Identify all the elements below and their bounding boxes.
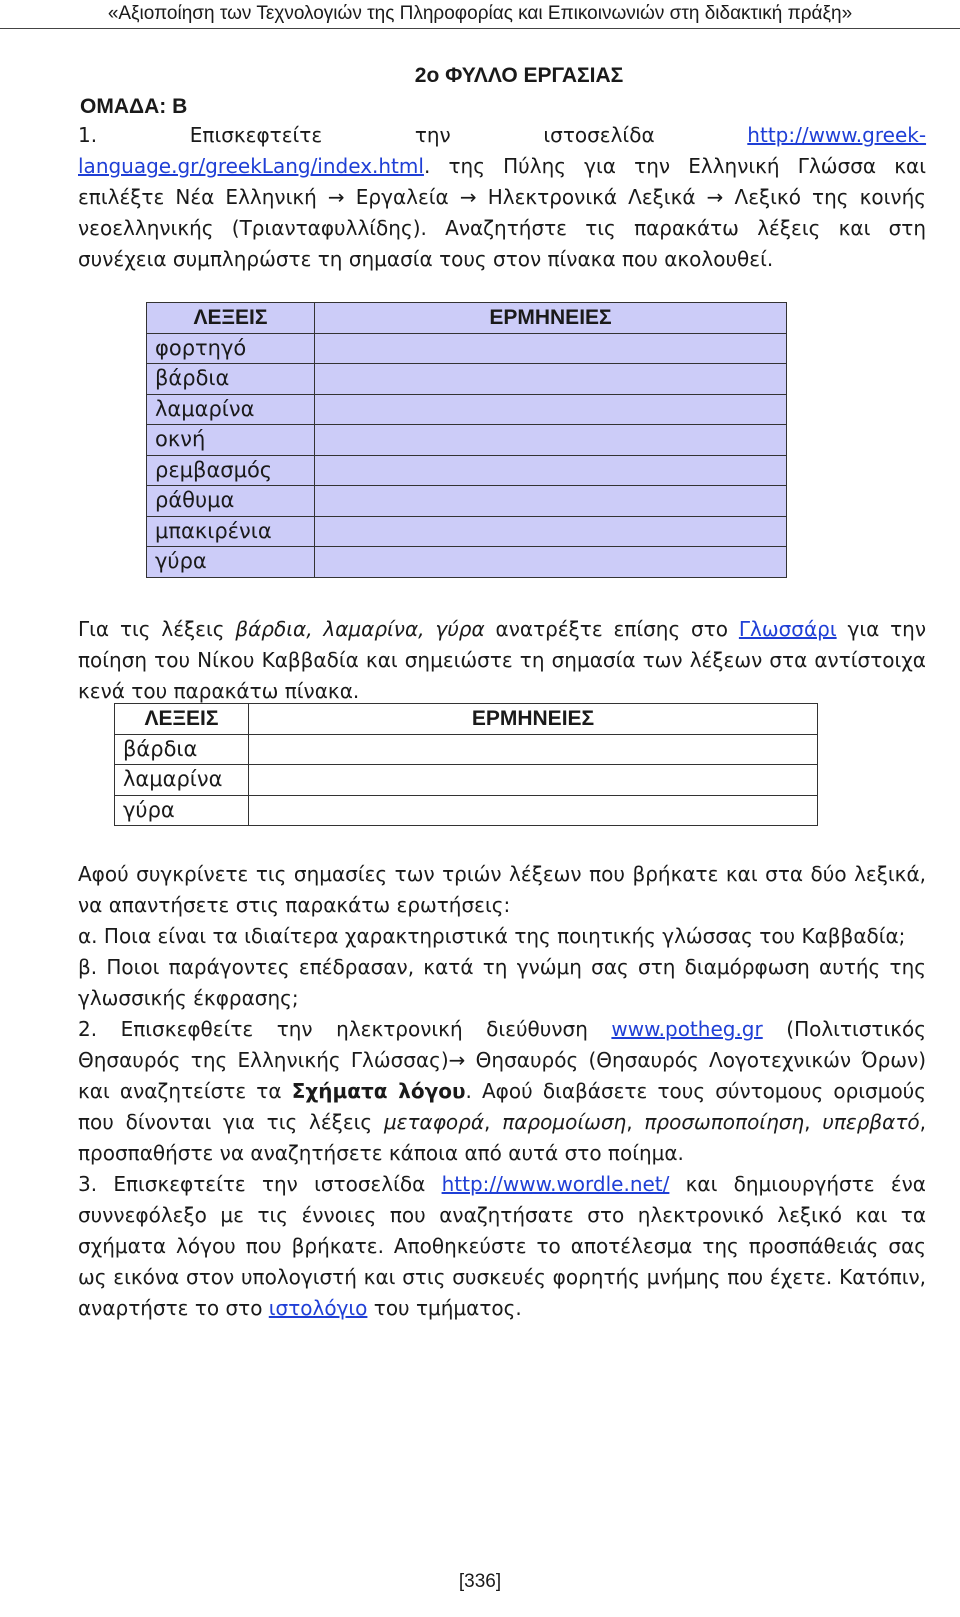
question-b: β. Ποιοι παράγοντες επέδρασαν, κατά τη γνώμη σας στη διαμόρφωση αυτής της γλωσσικής έκφρασης;: [78, 955, 926, 1010]
table-row: [115, 765, 818, 796]
glossary-text-1: Για τις λέξεις: [78, 617, 236, 641]
task3-text-1: 3. Επισκεφτείτε την ιστοσελίδα: [78, 1172, 442, 1196]
table1-meaning-cell[interactable]: [315, 364, 787, 395]
header-divider: [0, 28, 960, 29]
table-row: [147, 486, 787, 517]
glossary-link[interactable]: Γλωσσάρι: [738, 617, 837, 641]
group-label: ΟΜΑΔΑ: Β: [80, 95, 188, 118]
potheg-link[interactable]: www.potheg.gr: [611, 1017, 763, 1041]
term-metaphor: μεταφορά: [383, 1110, 485, 1134]
glossary-text-2: ανατρέξτε επίσης στο: [484, 617, 739, 641]
task2-text-3: . Αφού διαβάσετε τους σύντομους ορισμούς που δίνονται για τις λέξεις: [78, 1079, 926, 1134]
task2-text-2: (Πολιτιστικός Θησαυρός της Ελληνικής Γλώσσας)→ Θησαυρός (Θησαυρός Λογοτεχνικών Όρων) και αναζητείστε τα: [78, 1017, 926, 1103]
glossary-italic-words: βάρδια, λαμαρίνα, γύρα: [235, 617, 485, 641]
table-row: [147, 333, 787, 364]
greek-language-link-part2[interactable]: language.gr/greekLang/index.html: [78, 154, 424, 178]
words-table-1: [146, 302, 787, 578]
table2-meaning-cell[interactable]: [249, 734, 818, 765]
table2-header-words: ΛΕΞΕΙΣ: [115, 704, 249, 735]
table1-meaning-cell[interactable]: [315, 486, 787, 517]
table1-word: ράθυμα: [147, 486, 315, 517]
table-row: [147, 455, 787, 486]
blog-link[interactable]: ιστολόγιο: [268, 1296, 368, 1320]
term-hyperbaton: υπερβατό: [822, 1110, 920, 1134]
worksheet-title: 2ο ΦΥΛΛΟ ΕΡΓΑΣΙΑΣ: [414, 64, 624, 87]
table-row: [147, 394, 787, 425]
term-separator: ,: [626, 1110, 645, 1134]
table2-word: βάρδια: [115, 734, 249, 765]
worksheet-body: [80, 60, 956, 122]
table2-meaning-cell[interactable]: [249, 765, 818, 796]
compare-paragraph: Αφού συγκρίνετε τις σημασίες των τριών λέξεων που βρήκατε και στα δύο λεξικά, να απαντήσετε στις παρακάτω ερωτήσεις:: [78, 862, 926, 917]
task1-word-website: ιστοσελίδα: [543, 123, 655, 147]
glossary-paragraph: [78, 614, 926, 707]
table1-word: οκνή: [147, 425, 315, 456]
figures-of-speech-bold: Σχήματα λόγου: [291, 1079, 466, 1103]
table1-meaning-cell[interactable]: [315, 455, 787, 486]
words-table-2: [114, 703, 818, 826]
task1-rest: [78, 151, 926, 275]
term-separator: ,: [804, 1110, 823, 1134]
page-number: [336]: [458, 1571, 502, 1592]
greek-language-link-part1[interactable]: http://www.greek-: [747, 123, 927, 147]
table2-header-row: [115, 704, 818, 735]
table1-word: γύρα: [147, 547, 315, 578]
task3-text-3: του τμήματος.: [367, 1296, 522, 1320]
question-a: α. Ποια είναι τα ιδιαίτερα χαρακτηριστικά της ποιητικής γλώσσας του Καββαδία;: [78, 924, 906, 948]
table-row: [147, 425, 787, 456]
table1-word: φορτηγό: [147, 333, 315, 364]
questions-and-tasks: [78, 859, 926, 1324]
table1-header-words: ΛΕΞΕΙΣ: [147, 303, 315, 334]
table-row: [147, 364, 787, 395]
table1-meaning-cell[interactable]: [315, 333, 787, 364]
glossary-text-3: για την ποίηση του Νίκου Καββαδία και σημειώστε τη σημασία των λέξεων στα αντίστοιχα κενά του παρακάτω πίνακα.: [78, 617, 927, 703]
task2-text-4: , προσπαθήστε να αναζητήσετε κάποια από αυτά στο ποίημα.: [78, 1110, 926, 1165]
task3-text-2: και δημιουργήστε ένα συννεφόλεξο με τις έννοιες που αναζητήσατε στο ηλεκτρονικό λεξικό και τα σχήματα λόγου που βρήκατε. Αποθηκεύστε το αποτέλεσμα της προσπάθειάς σας ως εικόνα στον υπολογιστή και στις συσκευές φορητής μνήμης που έχετε. Κατόπιν, αναρτήστε το στο: [78, 1172, 926, 1320]
table1-word: μπακιρένια: [147, 516, 315, 547]
wordle-link[interactable]: http://www.wordle.net/: [441, 1172, 670, 1196]
task2-text-1: 2. Επισκεφθείτε την ηλεκτρονική διεύθυνση: [78, 1017, 612, 1041]
table2-word: λαμαρίνα: [115, 765, 249, 796]
table-row: [115, 734, 818, 765]
table-row: [115, 795, 818, 826]
task1-first-line: [78, 120, 926, 151]
task1-word-the: την: [414, 123, 451, 147]
table-row: [147, 547, 787, 578]
task2-paragraph: [78, 1014, 926, 1169]
term-simile: παρομοίωση: [502, 1110, 627, 1134]
running-header: «Αξιοποίηση των Τεχνολογιών της Πληροφορίας και Επικοινωνιών στη διδακτική πράξη»: [107, 3, 853, 24]
table2-word: γύρα: [115, 795, 249, 826]
table1-header-row: [147, 303, 787, 334]
table-row: [147, 516, 787, 547]
table1-word: ρεμβασμός: [147, 455, 315, 486]
task1-word-visit: Επισκεφτείτε: [189, 123, 323, 147]
table1-meaning-cell[interactable]: [315, 394, 787, 425]
table2-meaning-cell[interactable]: [249, 795, 818, 826]
table1-header-meanings: ΕΡΜΗΝΕΙΕΣ: [315, 303, 787, 334]
table1-word: λαμαρίνα: [147, 394, 315, 425]
task3-paragraph: [78, 1169, 926, 1324]
task1-paragraph: [78, 120, 926, 275]
task1-instructions: . της Πύλης για την Ελληνική Γλώσσα και επιλέξτε Νέα Ελληνική → Εργαλεία → Ηλεκτρονικά Λεξικά → Λεξικό της κοινής νεοελληνικής (Τριανταφυλλίδης). Αναζητήστε τις παρακάτω λέξεις και στη συνέχεια συμπληρώστε τη σημασία τους στον πίνακα που ακολουθεί.: [78, 154, 926, 271]
table1-meaning-cell[interactable]: [315, 425, 787, 456]
term-personification: προσωποποίηση: [644, 1110, 805, 1134]
table1-word: βάρδια: [147, 364, 315, 395]
glossary-text: [78, 614, 926, 707]
table2-header-meanings: ΕΡΜΗΝΕΙΕΣ: [249, 704, 818, 735]
task1-number: 1.: [78, 123, 98, 147]
table1-meaning-cell[interactable]: [315, 547, 787, 578]
table1-meaning-cell[interactable]: [315, 516, 787, 547]
term-separator: ,: [484, 1110, 503, 1134]
